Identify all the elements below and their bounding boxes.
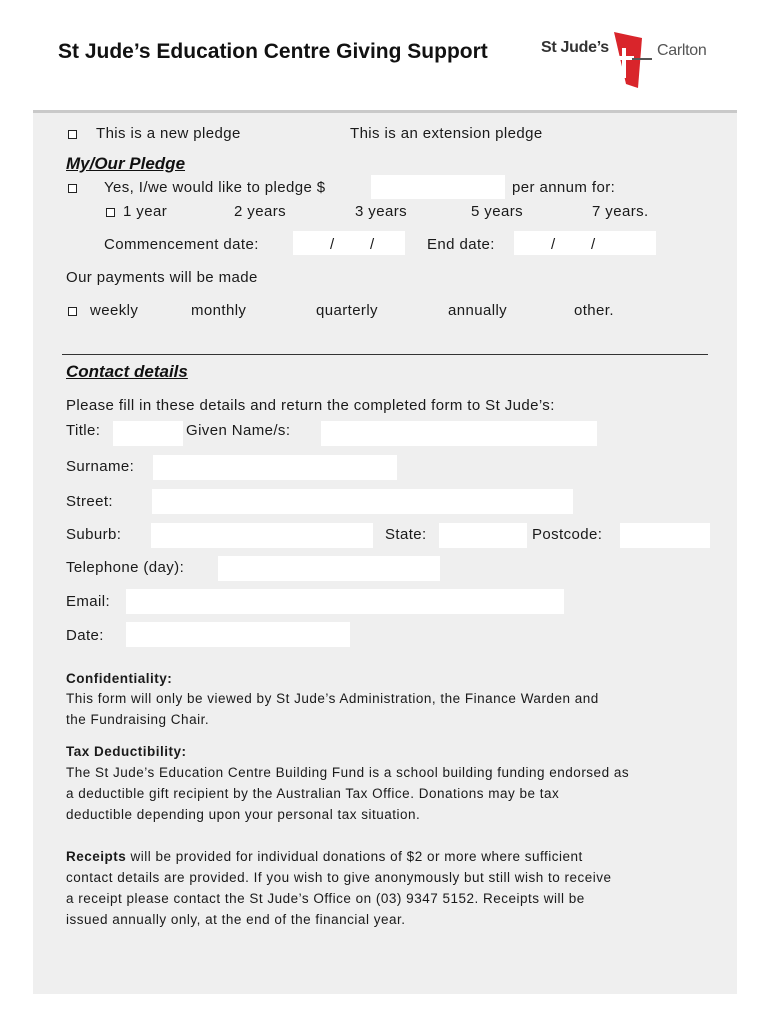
contact-intro: Please fill in these details and return the completed form to St Jude’s: — [66, 397, 555, 414]
surname-input[interactable] — [153, 455, 397, 480]
duration-1-year-checkbox[interactable] — [106, 208, 115, 217]
end-date-input[interactable] — [514, 231, 656, 255]
given-name-input[interactable] — [321, 421, 597, 446]
receipts-line-1-rest: will be provided for individual donations of $2 or more where sufficient — [126, 849, 583, 864]
tax-line-3: deductible depending upon your personal tax situation. — [66, 807, 421, 822]
confidentiality-line-1: This form will only be viewed by St Jude’s Administration, the Finance Warden and — [66, 691, 599, 706]
payment-other: other. — [574, 302, 614, 319]
payments-label: Our payments will be made — [66, 269, 258, 286]
receipts-line-3: a receipt please contact the St Jude’s Office on (03) 9347 5152. Receipts will be — [66, 891, 585, 906]
street-input[interactable] — [152, 489, 573, 514]
surname-label: Surname: — [66, 458, 135, 475]
tax-line-1: The St Jude’s Education Centre Building Fund is a school building funding endorsed as — [66, 765, 630, 780]
payment-quarterly: quarterly — [316, 302, 378, 319]
per-annum-label: per annum for: — [512, 179, 616, 196]
postcode-label: Postcode: — [532, 526, 603, 543]
new-pledge-checkbox[interactable] — [68, 130, 77, 139]
date-label: Date: — [66, 627, 104, 644]
postcode-input[interactable] — [620, 523, 710, 548]
tax-heading: Tax Deductibility: — [66, 744, 187, 759]
end-date-label: End date: — [427, 236, 495, 253]
telephone-input[interactable] — [218, 556, 440, 581]
payment-weekly-checkbox[interactable] — [68, 307, 77, 316]
receipts-bold: Receipts — [66, 849, 127, 864]
suburb-label: Suburb: — [66, 526, 122, 543]
page-title: St Jude’s Education Centre Giving Support — [58, 40, 488, 63]
pledge-amount-input[interactable] — [371, 175, 505, 199]
commencement-date-label: Commencement date: — [104, 236, 259, 253]
receipts-line-2: contact details are provided. If you wish to give anonymously but still wish to receive — [66, 870, 612, 885]
suburb-input[interactable] — [151, 523, 373, 548]
duration-1-year: 1 year — [123, 203, 168, 220]
title-input[interactable] — [113, 421, 183, 446]
end-slash-2: / — [591, 236, 596, 253]
given-name-label: Given Name/s: — [186, 422, 291, 439]
commencement-slash-1: / — [330, 236, 335, 253]
state-label: State: — [385, 526, 427, 543]
confidentiality-heading: Confidentiality: — [66, 671, 173, 686]
street-label: Street: — [66, 493, 113, 510]
payment-monthly: monthly — [191, 302, 247, 319]
new-pledge-label: This is a new pledge — [96, 125, 241, 142]
extension-pledge-label: This is an extension pledge — [350, 125, 543, 142]
contact-heading: Contact details — [66, 362, 188, 381]
tax-line-2: a deductible gift recipient by the Australian Tax Office. Donations may be tax — [66, 786, 560, 801]
duration-5-years: 5 years — [471, 203, 523, 220]
title-label: Title: — [66, 422, 101, 439]
duration-2-years: 2 years — [234, 203, 286, 220]
email-input[interactable] — [126, 589, 564, 614]
payment-weekly: weekly — [90, 302, 139, 319]
pledge-heading: My/Our Pledge — [66, 154, 186, 173]
commencement-date-input[interactable] — [293, 231, 405, 255]
logo-text-st-judes: St Jude’s — [541, 39, 609, 56]
commencement-slash-2: / — [370, 236, 375, 253]
end-slash-1: / — [551, 236, 556, 253]
receipts-line-1 — [66, 849, 583, 864]
duration-7-years: 7 years. — [592, 203, 649, 220]
pledge-yes-checkbox[interactable] — [68, 184, 77, 193]
state-input[interactable] — [439, 523, 527, 548]
section-divider — [62, 354, 708, 355]
pledge-intro: Yes, I/we would like to pledge $ — [104, 179, 326, 196]
duration-3-years: 3 years — [355, 203, 407, 220]
telephone-label: Telephone (day): — [66, 559, 185, 576]
receipts-line-4: issued annually only, at the end of the financial year. — [66, 912, 406, 927]
email-label: Email: — [66, 593, 111, 610]
panel-top-border — [33, 110, 737, 113]
date-input[interactable] — [126, 622, 350, 647]
payment-annually: annually — [448, 302, 508, 319]
logo-text-carlton: Carlton — [657, 42, 707, 59]
confidentiality-line-2: the Fundraising Chair. — [66, 712, 210, 727]
